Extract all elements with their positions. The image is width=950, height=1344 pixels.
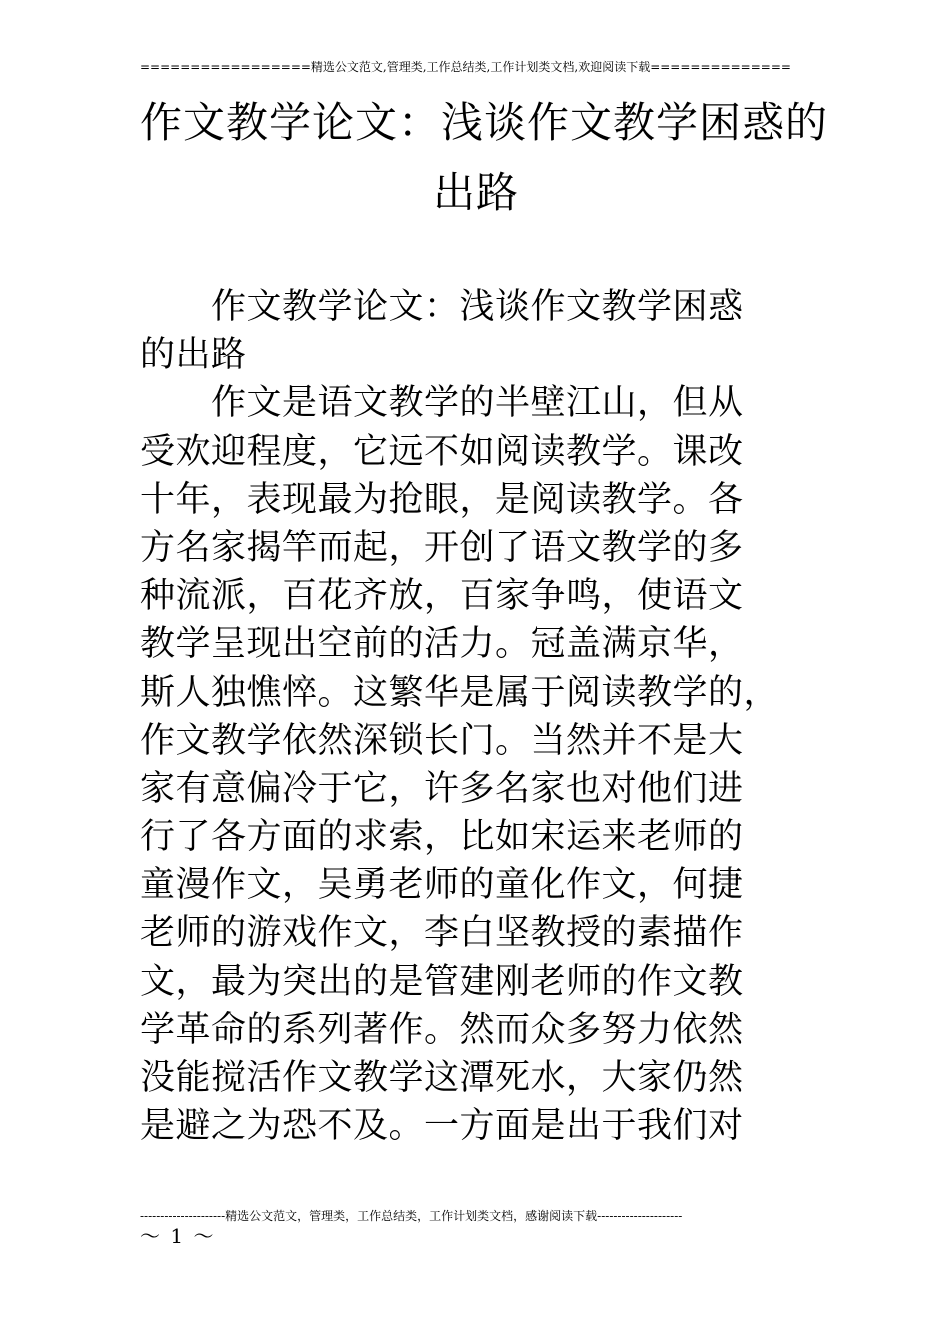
body-line: 学革命的系列著作。然而众多努力依然 — [140, 1009, 744, 1050]
document-body — [140, 283, 800, 1150]
body-line: 作文教学论文：浅谈作文教学困惑 — [140, 287, 744, 327]
body-line: 老师的游戏作文，李白坚教授的素描作 — [140, 913, 744, 954]
body-line: 十年，表现最为抢眼，是阅读教学。各 — [140, 479, 744, 520]
body-line: 家有意偏冷于它，许多名家也对他们进 — [140, 768, 744, 809]
body-line: 作文是语文教学的半壁江山，但从 — [140, 383, 744, 424]
body-line: 童漫作文，吴勇老师的童化作文，何捷 — [140, 865, 744, 906]
header-banner: =================精选公文范文,管理类,工作总结类,工作计划类文档,欢迎阅读下载============== — [140, 60, 791, 74]
body-line: 作文教学依然深锁长门。当然并不是大 — [140, 720, 744, 761]
title-line: 作文教学论文：浅谈作文教学困惑的 — [140, 98, 829, 147]
body-line: 文，最为突出的是管建刚老师的作文教 — [140, 961, 744, 1002]
body-line: 的出路 — [140, 335, 247, 376]
body-line: 教学呈现出空前的活力。冠盖满京华， — [140, 624, 744, 665]
body-line: 斯人独憔悴。这繁华是属于阅读教学的， — [140, 672, 780, 713]
body-line: 受欢迎程度，它远不如阅读教学。课改 — [140, 431, 744, 472]
body-line: 没能搅活作文教学这潭死水，大家仍然 — [140, 1058, 744, 1098]
document-title — [140, 88, 829, 228]
footer-banner: ---------------------精选公文范文，管理类，工作总结类，工作计划类文档，感谢阅读下载--------------------- — [140, 1209, 683, 1223]
page-number: ～ 1 ～ — [140, 1224, 216, 1248]
body-line: 行了各方面的求索，比如宋运来老师的 — [140, 817, 744, 858]
title-line: 出路 — [432, 168, 519, 217]
body-line: 是避之为恐不及。一方面是出于我们对 — [140, 1106, 744, 1147]
body-line: 方名家揭竿而起，开创了语文教学的多 — [140, 527, 744, 568]
body-line: 种流派，百花齐放，百家争鸣，使语文 — [140, 576, 744, 617]
